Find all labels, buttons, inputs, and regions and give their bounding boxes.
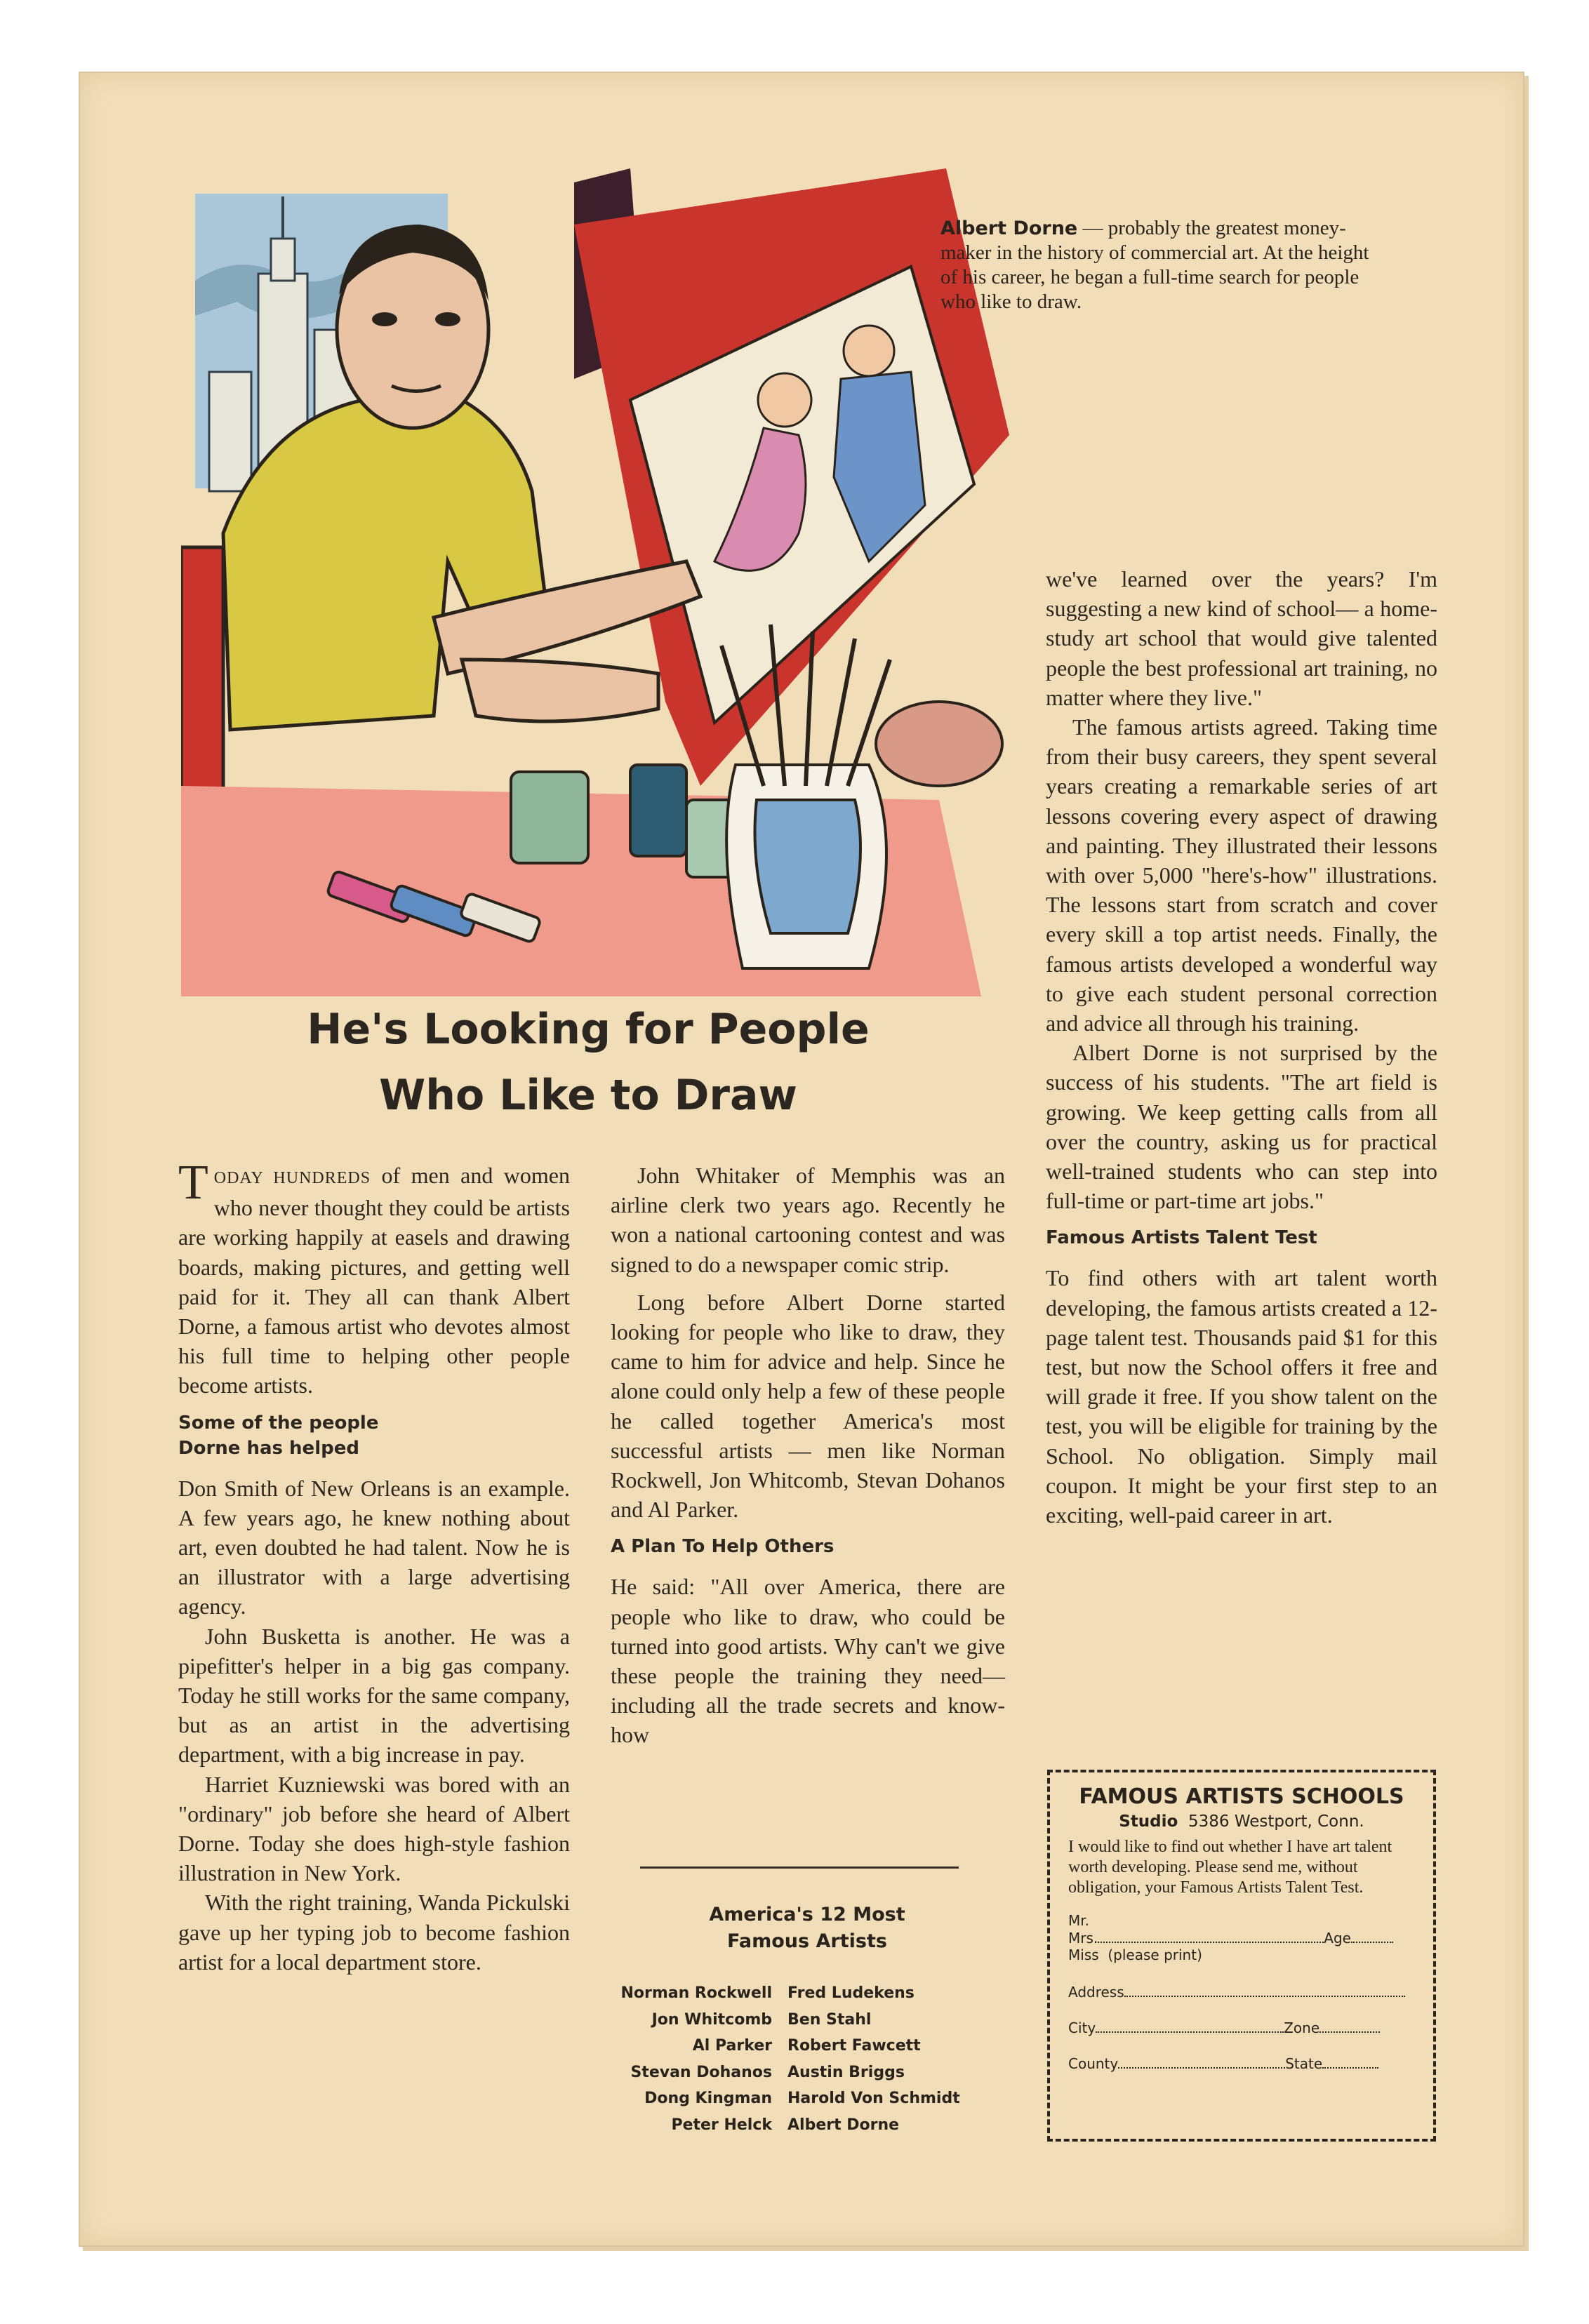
paragraph: Albert Dorne is not surprised by the success of his students. "The art field is growing. We keep getting calls from all over the country, asking us for practical well-trained students who can step into full-time or part-time art jobs." [1046, 1040, 1437, 1214]
subhead-plan: A Plan To Help Others [611, 1536, 835, 1558]
artist-name: Peter Helck [671, 2116, 772, 2134]
coupon-title: FAMOUS ARTISTS SCHOOLS [1079, 1784, 1404, 1809]
field-label: Age [1324, 1930, 1351, 1946]
field-label: Zone [1284, 2019, 1320, 2036]
artist-name: Ben Stahl [787, 2010, 872, 2029]
field-address[interactable] [1068, 1983, 1415, 2001]
studio-address: 5386 Westport, Conn. [1188, 1812, 1364, 1831]
column-3 [1046, 564, 1437, 1530]
field-label: State [1285, 2055, 1323, 2072]
caption-name: Albert Dorne [940, 218, 1078, 239]
artists-title-line-2: Famous Artists [727, 1930, 887, 1952]
intro-text: of men and women who never thought they could be artists are working happily at easels and drawing boards, making pictures, and getting well paid for it. They all can thank Albert Dorne, a famous artist who devotes almost his full time to helping other people become artists. [178, 1163, 570, 1398]
artist-name: Stevan Dohanos [630, 2063, 772, 2081]
paragraph: Harriet Kuzniewski was bored with an "ordinary" job before she heard of Albert Dorne. Today she does high-style fashion illustration in New York. [178, 1771, 570, 1886]
paragraph: To find others with art talent worth developing, the famous artists created a 12-page talent test. Thousands paid $1 for this test, but now the School offers it free and will grade it free. If you show talent on the test, you will be eligible for training by the School. No obligation. Simply mail coupon. It might be your first step to an exciting, well-paid career in art. [1046, 1265, 1437, 1528]
column-2 [611, 1161, 1005, 1750]
field-label: Mrs. [1068, 1930, 1098, 1946]
artists-list-title [611, 1902, 1004, 1955]
divider-rule [640, 1866, 959, 1869]
column-1 [178, 1156, 570, 1977]
field-line [1096, 2019, 1284, 2033]
artist-name: Austin Briggs [787, 2063, 905, 2081]
artist-name: Al Parker [692, 2037, 772, 2055]
subhead-people-helped [178, 1410, 570, 1461]
paragraph: John Busketta is another. He was a pipefitter's helper in a big gas company. Today he still works for the same company, but as an artist in the advertising department, with a big increase in pay. [178, 1623, 570, 1768]
field-label: (please print) [1108, 1946, 1202, 1963]
field-label: County [1068, 2055, 1119, 2072]
illustration-caption [940, 216, 1390, 314]
paragraph: John Whitaker of Memphis was an airline clerk two years ago. Recently he won a national cartooning contest and was signed to do a newspaper comic strip. [611, 1163, 1005, 1277]
subhead-talent-test: Famous Artists Talent Test [1046, 1227, 1317, 1249]
field-line [1322, 2055, 1378, 2069]
coupon-studio [1068, 1810, 1415, 1833]
paragraph: He said: "All over America, there are people who like to draw, who could be turned into good artists. Why can't we give these people the training they need—including all the trade secrets and know-how [611, 1574, 1005, 1748]
artist-name: Jon Whitcomb [651, 2010, 772, 2029]
drop-cap: T [178, 1156, 208, 1210]
intro-smallcaps: ODAY HUNDREDS [213, 1169, 371, 1187]
headline [181, 996, 995, 1128]
field-mrs[interactable] [1068, 1929, 1415, 1946]
headline-line-1: He's Looking for People [307, 1005, 870, 1054]
subhead-line-2: Dorne has helped [178, 1437, 359, 1459]
field-line [1319, 2019, 1380, 2033]
artist-name: Norman Rockwell [620, 1984, 772, 2002]
artist-name: Albert Dorne [787, 2116, 900, 2134]
artist-name: Robert Fawcett [787, 2037, 921, 2055]
artist-name: Harold Von Schmidt [787, 2090, 960, 2107]
mail-coupon[interactable] [1047, 1770, 1436, 2142]
field-label: Mr. [1068, 1912, 1089, 1929]
studio-label: Studio [1119, 1812, 1178, 1831]
field-mr[interactable] [1068, 1912, 1415, 1929]
field-line [1118, 2055, 1285, 2069]
paragraph: Don Smith of New Orleans is an example. A few years ago, he knew nothing about art, even doubted he had talent. Now he is an illustrator with a large advertising agency. [178, 1475, 570, 1620]
field-label: City [1068, 2019, 1096, 2036]
field-line [1124, 1983, 1405, 1997]
field-miss[interactable] [1068, 1946, 1415, 1963]
paragraph: we've learned over the years? I'm suggesting a new kind of school— a home-study art school that would give talented people the best professional art training, no matter where they live." [1046, 566, 1437, 710]
paragraph: The famous artists agreed. Taking time from their busy careers, they spent several years creating a remarkable series of art lessons covering every aspect of drawing and painting. They illustrated their lessons with over 5,000 "here's-how" illustrations. The lessons start from scratch and cover every skill a top artist needs. Finally, the famous artists developed a wonderful way to give each student personal correction and advice all through his training. [1046, 714, 1437, 1036]
artists-title-line-1: America's 12 Most [709, 1904, 905, 1925]
artists-list [601, 1980, 1022, 2138]
field-label: Miss [1068, 1946, 1099, 1963]
albert-dorne-illustration [181, 168, 1023, 996]
artist-name: Fred Ludekens [787, 1984, 915, 2002]
field-line [1098, 1929, 1324, 1943]
field-city-zone[interactable] [1068, 2019, 1415, 2036]
caption-text: — probably the greatest money-maker in the history of commercial art. At the height of his career, he began a full-time search for people who like to draw. [940, 217, 1369, 313]
field-label: Address [1068, 1984, 1124, 2001]
artist-name: Dong Kingman [644, 2090, 772, 2107]
coupon-body: I would like to find out whether I have art talent worth developing. Please send me, without obligation, your Famous Artists Talent Test. [1068, 1838, 1392, 1897]
paragraph: Long before Albert Dorne started looking for people who like to draw, they came to him for advice and help. Since he alone could only help a few of these people he called together America's most successful artists — men like Norman Rockwell, Jon Whitcomb, Stevan Dohanos and Al Parker. [611, 1289, 1005, 1523]
field-line [1351, 1929, 1393, 1943]
subhead-line-1: Some of the people [178, 1412, 379, 1434]
field-county-state[interactable] [1068, 2055, 1415, 2072]
headline-line-2: Who Like to Draw [379, 1071, 797, 1120]
paragraph: With the right training, Wanda Pickulski gave up her typing job to become fashion artist for a local department store. [178, 1890, 570, 1975]
intro-paragraph [178, 1156, 570, 1401]
